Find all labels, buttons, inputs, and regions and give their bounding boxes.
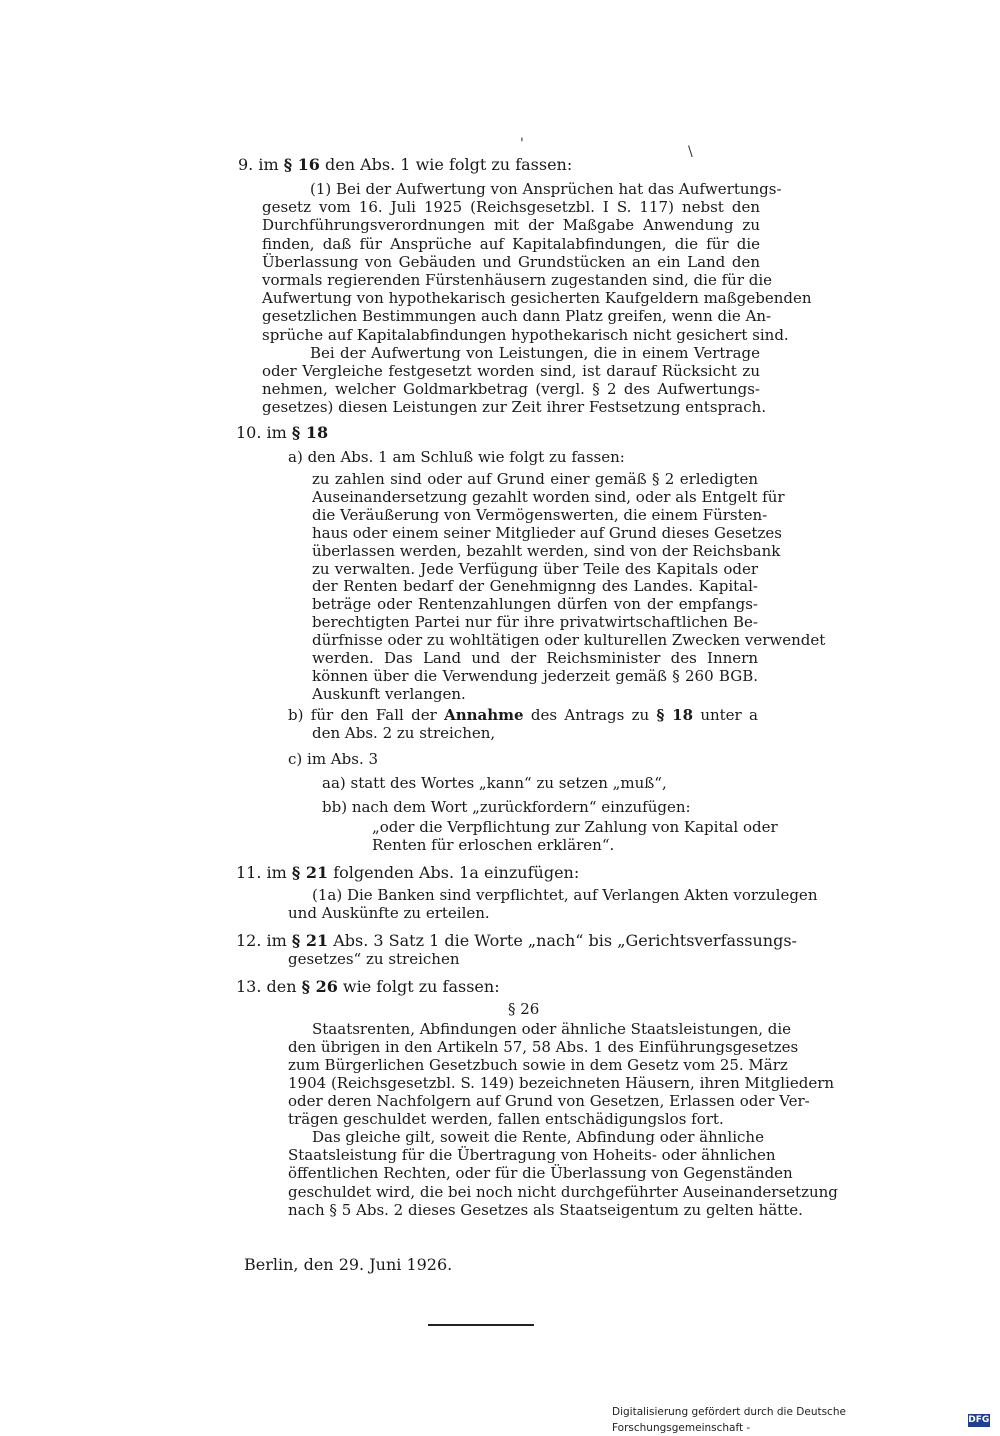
text-line: Bei der Aufwertung von Leistungen, die in einem Vertrage [310,344,760,362]
item-11-heading: 11. im § 21 folgenden Abs. 1a einzufügen: [236,863,580,882]
text-line: zu zahlen sind oder auf Grund einer gemäß § 2 erledigten [312,470,758,488]
item-10-bb: bb) nach dem Wort „zurückfordern“ einzufügen: [322,798,691,816]
item-10-b: b) für den Fall der Annahme des Antrags zu § 18 unter a [288,706,758,724]
closing-rule [428,1324,534,1326]
item-10-b-line-2: den Abs. 2 zu streichen, [312,724,496,742]
text-line: überlassen werden, bezahlt werden, sind von der Reichsbank [312,541,781,560]
text-line: zum Bürgerlichen Gesetzbuch sowie in dem Gesetz vom 25. März [288,1056,788,1074]
text-line: oder deren Nachfolgern auf Grund von Gesetzen, Erlassen oder Ver- [288,1092,810,1110]
text-line: Staatsrenten, Abfindungen oder ähnliche Staatsleistungen, die [312,1020,792,1038]
text-line: vormals regierenden Fürstenhäusern zugestanden sind, die für die [262,271,773,289]
text-line: finden, daß für Ansprüche auf Kapitalabfindungen, die für die [262,234,760,253]
text-line: beträge oder Rentenzahlungen dürfen von der empfangs- [312,595,758,614]
text-line: nehmen, welcher Goldmarkbetrag (vergl. § 2 des Aufwertungs- [262,380,760,398]
text-line: Durchführungsverordnungen mit der Maßgabe Anwendung zu [262,216,760,235]
text-line: dürfnisse oder zu wohltätigen oder kulturellen Zwecken verwendet [312,631,826,650]
text-line: der Renten bedarf der Genehmignng des Landes. Kapital- [312,577,758,596]
text-line: sprüche auf Kapitalabfindungen hypothekarisch nicht gesichert sind. [262,325,789,344]
paragraph-title: § 26 [508,1000,540,1018]
text-line: Aufwertung von hypothekarisch gesicherten Kaufgeldern maßgebenden [262,289,812,308]
text-line: Auskunft verlangen. [312,684,466,703]
text-line: trägen geschuldet werden, fallen entschädigungslos fort. [288,1110,724,1128]
text-line: Staatsleistung für die Übertragung von Hoheits- oder ähnlichen [288,1146,776,1165]
footer-text: Digitalisierung gefördert durch die Deutsche Forschungsgemeinschaft - [612,1406,846,1434]
item-10-aa: aa) statt des Wortes „kann“ zu setzen „muß“, [322,774,667,792]
text-line: „oder die Verpflichtung zur Zahlung von Kapital oder [372,818,778,836]
item-9-heading: 9. im § 16 den Abs. 1 wie folgt zu fassen: [238,155,573,174]
item-10-c: c) im Abs. 3 [288,750,379,768]
item-10-heading: 10. im § 18 [236,423,329,442]
text-line: werden. Das Land und der Reichsminister des Innern [312,649,758,667]
text-line: können über die Verwendung jederzeit gemäß § 260 BGB. [312,666,758,685]
scan-mark: ' [520,136,524,152]
text-line: nach § 5 Abs. 2 dieses Gesetzes als Staatseigentum zu gelten hätte. [288,1200,803,1219]
text-line: gesetzes) diesen Leistungen zur Zeit ihrer Festsetzung entsprach. [262,398,767,416]
text-line: zu verwalten. Jede Verfügung über Teile des Kapitals oder [312,559,758,578]
item-12-heading: 12. im § 21 Abs. 3 Satz 1 die Worte „nach“ bis „Gerichtsverfassungs- [236,931,797,950]
text-line: 1904 (Reichsgesetzbl. S. 149) bezeichneten Häusern, ihren Mitgliedern [288,1074,835,1092]
text-line: gesetz vom 16. Juli 1925 (Reichsgesetzbl. I S. 117) nebst den [262,198,760,217]
item-12-line-2: gesetzes“ zu streichen [288,950,460,968]
text-line: gesetzlichen Bestimmungen auch dann Platz greifen, wenn die An- [262,307,772,326]
text-line: öffentlichen Rechten, oder für die Überlassung von Gegenständen [288,1164,793,1183]
item-13-heading: 13. den § 26 wie folgt zu fassen: [236,977,500,996]
text-line: Renten für erloschen erklären“. [372,836,615,854]
dfg-logo: DFG [968,1415,990,1425]
text-line: geschuldet wird, die bei noch nicht durchgeführter Auseinandersetzung [288,1182,838,1201]
text-line: berechtigten Partei nur für ihre privatwirtschaftlichen Be- [312,613,758,632]
text-line: (1) Bei der Aufwertung von Ansprüchen hat das Aufwertungs- [310,180,782,198]
text-line: die Veräußerung von Vermögenswerten, die einem Fürsten- [312,505,768,524]
text-line: Auseinandersetzung gezahlt worden sind, oder als Entgelt für [312,487,785,506]
dateline: Berlin, den 29. Juni 1926. [244,1255,453,1274]
scan-mark: \ [688,144,693,160]
text-line: den übrigen in den Artikeln 57, 58 Abs. 1 des Einführungsgesetzes [288,1038,799,1056]
text-line: haus oder einem seiner Mitglieder auf Grund dieses Gesetzes [312,523,782,542]
text-line: oder Vergleiche festgesetzt worden sind, ist darauf Rücksicht zu [262,362,760,380]
item-10-a: a) den Abs. 1 am Schluß wie folgt zu fassen: [288,448,625,466]
footer-credit [612,1406,990,1434]
text-line: Überlassung von Gebäuden und Grundstücken an ein Land den [262,252,760,271]
text-line: (1a) Die Banken sind verpflichtet, auf Verlangen Akten vorzulegen [312,886,818,904]
text-line: Das gleiche gilt, soweit die Rente, Abfindung oder ähnliche [312,1128,764,1146]
text-line: und Auskünfte zu erteilen. [288,904,490,922]
